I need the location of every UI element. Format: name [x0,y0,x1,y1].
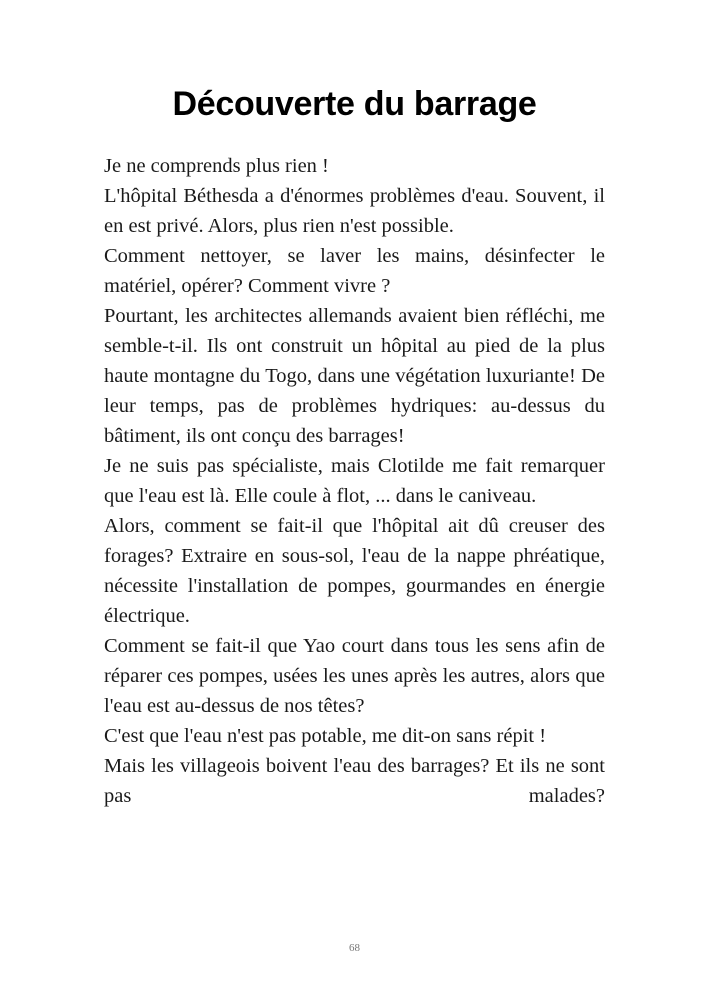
paragraph: C'est que l'eau n'est pas potable, me dit-on sans répit ! [104,725,547,747]
paragraph: Pourtant, les architectes allemands avaient bien réfléchi, me semble-t-il. Ils ont construit un hôpital au pied de la plus haute montagne du Togo, dans une végétation luxuriante! De leur temps, pas de problèmes hydriques: au-dessus du bâtiment, ils ont conçu des barrages! [104,305,605,447]
paragraph: Mais les villageois boivent l'eau des barrages? Et ils ne sont pas malades? [104,755,605,807]
paragraph: Je ne suis pas spécialiste, mais Clotilde me fait remarquer que l'eau est là. Elle coule à flot, ... dans le caniveau. [104,455,605,507]
paragraph: Alors, comment se fait-il que l'hôpital ait dû creuser des forages? Extraire en sous-sol, l'eau de la nappe phréatique, nécessite l'installation de pompes, gourmandes en énergie électrique. [104,515,605,627]
body-text [104,151,605,811]
paragraph: Comment se fait-il que Yao court dans tous les sens afin de réparer ces pompes, usées les unes après les autres, alors que l'eau est au-dessus de nos têtes? [104,635,605,717]
page-number: 68 [349,942,360,954]
paragraph: Je ne comprends plus rien ! [104,155,329,177]
chapter-title: Découverte du barrage [172,85,537,123]
paragraph: L'hôpital Béthesda a d'énormes problèmes d'eau. Souvent, il en est privé. Alors, plus rien n'est possible. [104,185,605,237]
paragraph: Comment nettoyer, se laver les mains, désinfecter le matériel, opérer? Comment vivre ? [104,245,605,297]
